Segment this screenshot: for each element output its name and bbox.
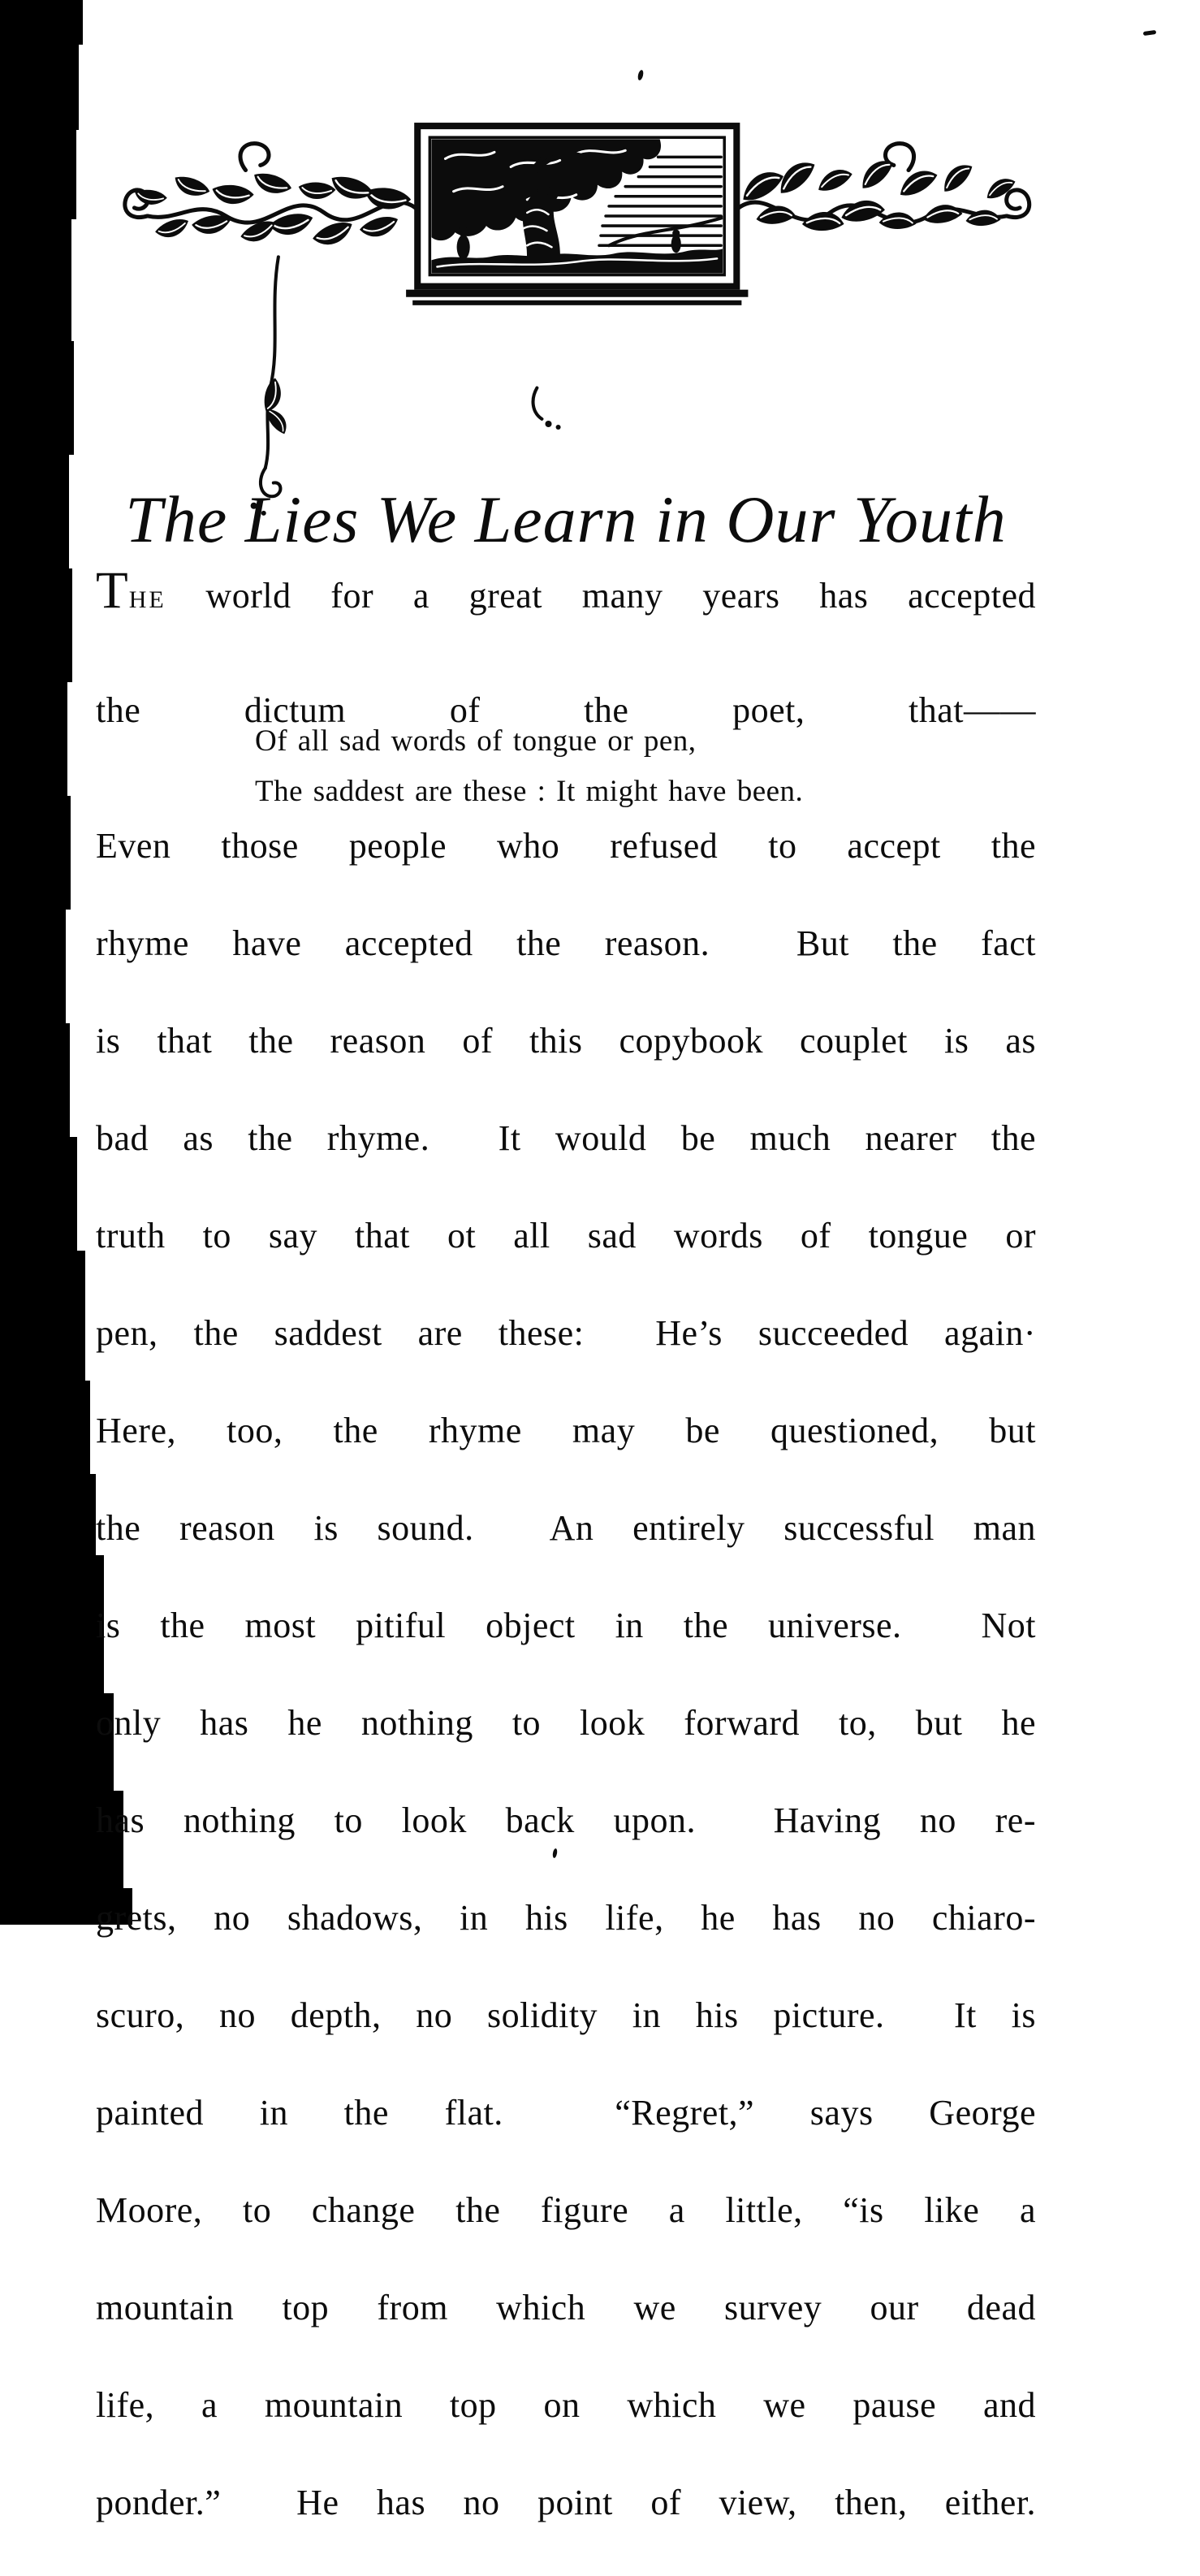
text-line: life, a mountain top on which we pause and xyxy=(96,2385,1036,2425)
text-line: is that the reason of this copybook couplet is as xyxy=(96,1021,1036,1061)
text-line: ponder.” He has no point of view, then, either. xyxy=(96,2483,1036,2522)
text-line xyxy=(96,561,1036,683)
verse-quote xyxy=(255,716,803,817)
small-curl-mark xyxy=(533,388,561,430)
right-garland xyxy=(736,144,1029,236)
text-line: bad as the rhyme. It would be much nearer the xyxy=(96,1118,1036,1158)
verse-line: Of all sad words of tongue or pen, xyxy=(255,724,697,758)
text-line: Here, too, the rhyme may be questioned, but xyxy=(96,1411,1036,1450)
left-garland xyxy=(125,144,417,248)
text-line: pen, the saddest are these: He’s succeeded again· xyxy=(96,1313,1036,1353)
line-text: world for a great many years has accepted xyxy=(166,576,1036,616)
scan-speck xyxy=(637,69,645,80)
text-line: grets, no shadows, in his life, he has no chiaro- xyxy=(96,1898,1036,1938)
text-line: the reason is sound. An entirely successful man xyxy=(96,1508,1036,1548)
small-caps: HE xyxy=(128,586,166,613)
headpiece-ornament xyxy=(85,118,1116,527)
text-line: the dictum of the poet, that—— xyxy=(96,690,1036,730)
text-line: mountain top from which we survey our dead xyxy=(96,2288,1036,2327)
text-line: rhyme have accepted the reason. But the fact xyxy=(96,923,1036,963)
text-line: truth to say that ot all sad words of tongue or xyxy=(96,1216,1036,1256)
text-line: is the most pitiful object in the universe. Not xyxy=(96,1606,1036,1645)
text-line: painted in the flat. “Regret,” says George xyxy=(96,2093,1036,2133)
text-line: Moore, to change the figure a little, “is like a xyxy=(96,2190,1036,2230)
chapter-title: The Lies We Learn in Our Youth xyxy=(125,482,1007,556)
body-paragraph xyxy=(96,822,1036,2576)
text-line: only has he nothing to look forward to, but he xyxy=(96,1703,1036,1743)
scan-speck xyxy=(1143,30,1157,36)
text-line: has nothing to look back upon. Having no re- xyxy=(96,1800,1036,1840)
drop-initial: T xyxy=(96,561,129,620)
text-line: Even those people who refused to accept the xyxy=(96,826,1036,866)
text-line: scuro, no depth, no solidity in his picture. It is xyxy=(96,1995,1036,2035)
verse-line: The saddest are these : It might have been. xyxy=(255,775,804,808)
